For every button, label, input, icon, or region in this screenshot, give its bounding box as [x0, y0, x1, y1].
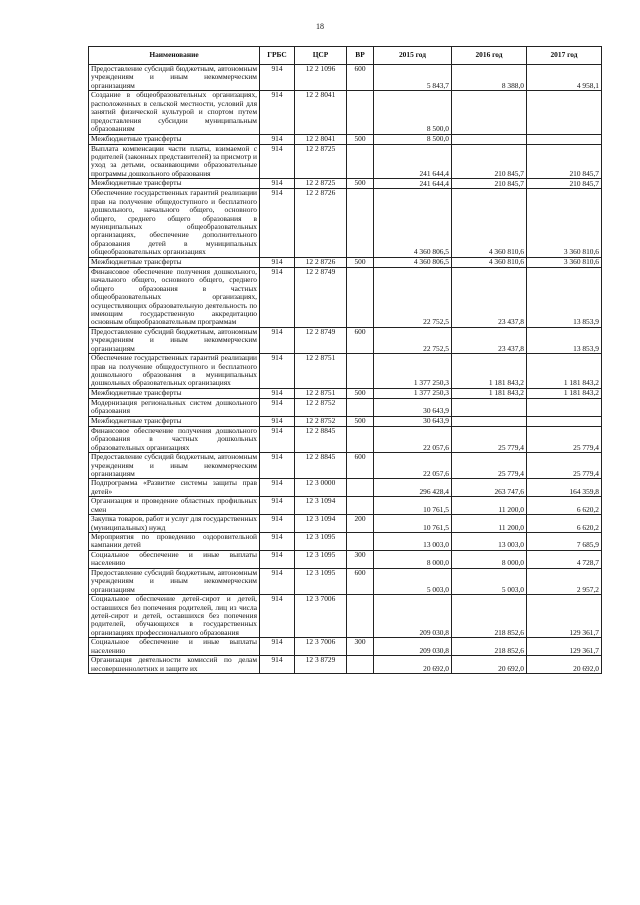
cell-name: Подпрограмма «Развитие системы защиты прав детей» — [89, 479, 260, 497]
cell-csr: 12 2 8749 — [295, 267, 347, 327]
cell-y2015: 22 752,5 — [374, 267, 452, 327]
cell-y2016 — [452, 398, 527, 416]
cell-csr: 12 2 8749 — [295, 327, 347, 353]
cell-name: Предоставление субсидий бюджетным, автономным учреждениям и иным некоммерческим организациям — [89, 65, 260, 91]
cell-grbs: 914 — [260, 416, 295, 426]
cell-y2017: 6 620,2 — [527, 515, 602, 533]
cell-y2016: 8 000,0 — [452, 550, 527, 568]
cell-name: Предоставление субсидий бюджетным, автономным учреждениям и иным некоммерческим организациям — [89, 453, 260, 479]
cell-y2016: 13 003,0 — [452, 533, 527, 551]
cell-vr — [347, 497, 374, 515]
header-2017: 2017 год — [527, 47, 602, 65]
cell-vr — [347, 479, 374, 497]
cell-y2015: 8 000,0 — [374, 550, 452, 568]
cell-y2015: 13 003,0 — [374, 533, 452, 551]
table-row — [89, 327, 602, 353]
cell-csr: 12 3 1095 — [295, 568, 347, 594]
cell-vr: 500 — [347, 257, 374, 267]
cell-y2016: 1 181 843,2 — [452, 388, 527, 398]
cell-grbs: 914 — [260, 267, 295, 327]
cell-y2015: 30 643,9 — [374, 416, 452, 426]
cell-grbs: 914 — [260, 515, 295, 533]
table-row — [89, 134, 602, 144]
cell-name: Организация деятельности комиссий по делам несовершеннолетних и защите их — [89, 656, 260, 674]
cell-vr: 600 — [347, 327, 374, 353]
cell-y2017: 210 845,7 — [527, 179, 602, 189]
cell-vr — [347, 267, 374, 327]
table-row — [89, 550, 602, 568]
header-csr: ЦСР — [295, 47, 347, 65]
cell-y2017 — [527, 91, 602, 134]
table-row — [89, 568, 602, 594]
cell-y2015: 5 843,7 — [374, 65, 452, 91]
cell-y2016: 4 360 810,6 — [452, 257, 527, 267]
cell-y2017: 210 845,7 — [527, 144, 602, 179]
cell-csr: 12 2 8751 — [295, 354, 347, 389]
cell-grbs: 914 — [260, 550, 295, 568]
cell-y2017 — [527, 416, 602, 426]
cell-name: Создание в общеобразовательных организациях, расположенных в сельской местности, условий для занятий физической культурой и спортом путем предоставления субсидии муниципальным образованиям — [89, 91, 260, 134]
page-number: 18 — [316, 22, 324, 31]
cell-y2017 — [527, 398, 602, 416]
table-row — [89, 638, 602, 656]
cell-name: Модернизация региональных систем дошкольного образования — [89, 398, 260, 416]
cell-grbs: 914 — [260, 134, 295, 144]
cell-y2015: 20 692,0 — [374, 656, 452, 674]
table-row — [89, 497, 602, 515]
cell-y2016: 25 779,4 — [452, 426, 527, 452]
cell-y2015: 10 761,5 — [374, 497, 452, 515]
cell-name: Межбюджетные трансферты — [89, 416, 260, 426]
cell-y2015: 1 377 250,3 — [374, 388, 452, 398]
cell-y2016: 263 747,6 — [452, 479, 527, 497]
cell-y2016: 23 437,8 — [452, 327, 527, 353]
cell-name: Социальное обеспечение и иные выплаты населению — [89, 638, 260, 656]
cell-vr — [347, 189, 374, 258]
cell-csr: 12 2 8726 — [295, 189, 347, 258]
cell-name: Финансовое обеспечение получения дошкольного образования в частных дошкольных образовательных организациях — [89, 426, 260, 452]
cell-name: Обеспечение государственных гарантий реализации прав на получение общедоступного и бесплатного дошкольного, начального общего, основного общего, среднего общего образования в муниципальных общеобразовательных организациях, обеспечение дополнительного образования детей в муниципальных общеобразовательных организациях — [89, 189, 260, 258]
cell-grbs: 914 — [260, 388, 295, 398]
cell-grbs: 914 — [260, 257, 295, 267]
cell-csr: 12 3 0000 — [295, 479, 347, 497]
cell-vr: 500 — [347, 179, 374, 189]
cell-y2017: 1 181 843,2 — [527, 388, 602, 398]
cell-vr: 300 — [347, 638, 374, 656]
cell-y2017: 13 853,9 — [527, 327, 602, 353]
cell-y2015: 241 644,4 — [374, 179, 452, 189]
cell-csr: 12 3 7006 — [295, 595, 347, 638]
cell-grbs: 914 — [260, 638, 295, 656]
cell-name: Социальное обеспечение и иные выплаты населению — [89, 550, 260, 568]
cell-name: Межбюджетные трансферты — [89, 257, 260, 267]
cell-y2017: 7 685,9 — [527, 533, 602, 551]
cell-csr: 12 2 8041 — [295, 91, 347, 134]
cell-y2017: 3 360 810,6 — [527, 257, 602, 267]
header-name: Наименование — [89, 47, 260, 65]
table-row — [89, 656, 602, 674]
cell-y2015: 241 644,4 — [374, 144, 452, 179]
cell-grbs: 914 — [260, 327, 295, 353]
cell-vr: 600 — [347, 453, 374, 479]
cell-y2017: 25 779,4 — [527, 426, 602, 452]
cell-grbs: 914 — [260, 354, 295, 389]
cell-y2017: 129 361,7 — [527, 638, 602, 656]
cell-vr: 200 — [347, 515, 374, 533]
cell-y2016: 1 181 843,2 — [452, 354, 527, 389]
cell-grbs: 914 — [260, 189, 295, 258]
table-row — [89, 267, 602, 327]
cell-vr: 600 — [347, 568, 374, 594]
header-2015: 2015 год — [374, 47, 452, 65]
table-row — [89, 65, 602, 91]
cell-y2017: 3 360 810,6 — [527, 189, 602, 258]
table-row — [89, 398, 602, 416]
table-row — [89, 426, 602, 452]
cell-y2016 — [452, 416, 527, 426]
table-row — [89, 354, 602, 389]
cell-csr: 12 3 1095 — [295, 550, 347, 568]
cell-vr: 500 — [347, 388, 374, 398]
cell-csr: 12 2 8845 — [295, 426, 347, 452]
cell-vr: 300 — [347, 550, 374, 568]
cell-csr: 12 2 8752 — [295, 416, 347, 426]
cell-csr: 12 2 8041 — [295, 134, 347, 144]
cell-y2015: 5 003,0 — [374, 568, 452, 594]
cell-grbs: 914 — [260, 65, 295, 91]
table-row — [89, 595, 602, 638]
cell-y2016: 11 200,0 — [452, 497, 527, 515]
cell-y2017: 13 853,9 — [527, 267, 602, 327]
cell-name: Мероприятия по проведению оздоровительной кампании детей — [89, 533, 260, 551]
header-2016: 2016 год — [452, 47, 527, 65]
cell-grbs: 914 — [260, 533, 295, 551]
cell-y2016: 5 003,0 — [452, 568, 527, 594]
cell-vr: 600 — [347, 65, 374, 91]
cell-y2017: 164 359,8 — [527, 479, 602, 497]
cell-name: Предоставление субсидий бюджетным, автономным учреждениям и иным некоммерческим организациям — [89, 568, 260, 594]
table-row — [89, 515, 602, 533]
cell-vr: 500 — [347, 134, 374, 144]
cell-y2015: 209 030,8 — [374, 595, 452, 638]
cell-y2015: 22 057,6 — [374, 426, 452, 452]
cell-y2015: 8 500,0 — [374, 134, 452, 144]
cell-y2016: 8 388,0 — [452, 65, 527, 91]
table-row — [89, 533, 602, 551]
cell-name: Межбюджетные трансферты — [89, 179, 260, 189]
header-vr: ВР — [347, 47, 374, 65]
table-row — [89, 388, 602, 398]
cell-vr — [347, 144, 374, 179]
cell-vr: 500 — [347, 416, 374, 426]
cell-y2015: 8 500,0 — [374, 91, 452, 134]
cell-csr: 12 3 8729 — [295, 656, 347, 674]
cell-y2015: 296 428,4 — [374, 479, 452, 497]
cell-csr: 12 2 8725 — [295, 179, 347, 189]
cell-grbs: 914 — [260, 479, 295, 497]
cell-y2015: 10 761,5 — [374, 515, 452, 533]
cell-grbs: 914 — [260, 497, 295, 515]
cell-csr: 12 2 8751 — [295, 388, 347, 398]
cell-y2015: 22 752,5 — [374, 327, 452, 353]
cell-name: Финансовое обеспечение получения дошкольного, начального общего, основного общего, среднего общего образования в частных общеобразовательных организациях, осуществляющих образовательную деятельность по имеющим государственную аккредитацию основным общеобразовательным программам — [89, 267, 260, 327]
cell-grbs: 914 — [260, 595, 295, 638]
cell-csr: 12 2 8845 — [295, 453, 347, 479]
cell-csr: 12 3 7006 — [295, 638, 347, 656]
cell-vr — [347, 398, 374, 416]
cell-y2016: 210 845,7 — [452, 179, 527, 189]
header-grbs: ГРБС — [260, 47, 295, 65]
cell-grbs: 914 — [260, 426, 295, 452]
cell-csr: 12 3 1094 — [295, 515, 347, 533]
cell-y2017: 4 958,1 — [527, 65, 602, 91]
cell-name: Организация и проведение областных профильных смен — [89, 497, 260, 515]
table-row — [89, 144, 602, 179]
cell-y2016: 210 845,7 — [452, 144, 527, 179]
cell-name: Закупка товаров, работ и услуг для государственных (муниципальных) нужд — [89, 515, 260, 533]
cell-grbs: 914 — [260, 398, 295, 416]
cell-vr — [347, 91, 374, 134]
cell-grbs: 914 — [260, 91, 295, 134]
cell-y2015: 4 360 806,5 — [374, 189, 452, 258]
cell-y2015: 4 360 806,5 — [374, 257, 452, 267]
table-row — [89, 179, 602, 189]
cell-y2015: 209 030,8 — [374, 638, 452, 656]
cell-csr: 12 2 8725 — [295, 144, 347, 179]
cell-y2015: 22 057,6 — [374, 453, 452, 479]
cell-y2017: 2 957,2 — [527, 568, 602, 594]
cell-y2017: 25 779,4 — [527, 453, 602, 479]
cell-vr — [347, 595, 374, 638]
cell-y2017: 1 181 843,2 — [527, 354, 602, 389]
cell-csr: 12 2 1096 — [295, 65, 347, 91]
cell-grbs: 914 — [260, 179, 295, 189]
cell-y2016: 11 200,0 — [452, 515, 527, 533]
cell-y2016: 218 852,6 — [452, 638, 527, 656]
cell-y2017: 20 692,0 — [527, 656, 602, 674]
cell-grbs: 914 — [260, 568, 295, 594]
cell-csr: 12 3 1095 — [295, 533, 347, 551]
header-row — [89, 47, 602, 65]
table-row — [89, 453, 602, 479]
cell-y2016: 23 437,8 — [452, 267, 527, 327]
cell-y2016 — [452, 91, 527, 134]
cell-name: Выплата компенсации части платы, взимаемой с родителей (законных представителей) за присмотр и уход за детьми, осваивающими образовательные программы дошкольного образования — [89, 144, 260, 179]
budget-table — [88, 46, 602, 674]
cell-vr — [347, 426, 374, 452]
cell-y2016: 20 692,0 — [452, 656, 527, 674]
cell-y2016: 218 852,6 — [452, 595, 527, 638]
cell-y2016: 4 360 810,6 — [452, 189, 527, 258]
table-row — [89, 91, 602, 134]
cell-vr — [347, 533, 374, 551]
table-row — [89, 416, 602, 426]
cell-y2015: 30 643,9 — [374, 398, 452, 416]
cell-name: Межбюджетные трансферты — [89, 388, 260, 398]
table-row — [89, 257, 602, 267]
cell-y2016: 25 779,4 — [452, 453, 527, 479]
cell-name: Социальное обеспечение детей-сирот и детей, оставшихся без попечения родителей, лиц из числа детей-сирот и детей, оставшихся без попечения родителей, обучающихся в государственных организациях профессионального образования — [89, 595, 260, 638]
cell-csr: 12 2 8752 — [295, 398, 347, 416]
cell-y2016 — [452, 134, 527, 144]
cell-vr — [347, 354, 374, 389]
cell-y2017: 6 620,2 — [527, 497, 602, 515]
cell-name: Предоставление субсидий бюджетным, автономным учреждениям и иным некоммерческим организациям — [89, 327, 260, 353]
cell-grbs: 914 — [260, 144, 295, 179]
cell-grbs: 914 — [260, 656, 295, 674]
table-row — [89, 479, 602, 497]
cell-vr — [347, 656, 374, 674]
cell-name: Обеспечение государственных гарантий реализации прав на получение общедоступного и бесплатного дошкольного образования в муниципальных дошкольных образовательных организациях — [89, 354, 260, 389]
cell-y2015: 1 377 250,3 — [374, 354, 452, 389]
cell-grbs: 914 — [260, 453, 295, 479]
cell-csr: 12 2 8726 — [295, 257, 347, 267]
table-row — [89, 189, 602, 258]
cell-y2017: 4 728,7 — [527, 550, 602, 568]
cell-y2017: 129 361,7 — [527, 595, 602, 638]
cell-name: Межбюджетные трансферты — [89, 134, 260, 144]
cell-y2017 — [527, 134, 602, 144]
cell-csr: 12 3 1094 — [295, 497, 347, 515]
